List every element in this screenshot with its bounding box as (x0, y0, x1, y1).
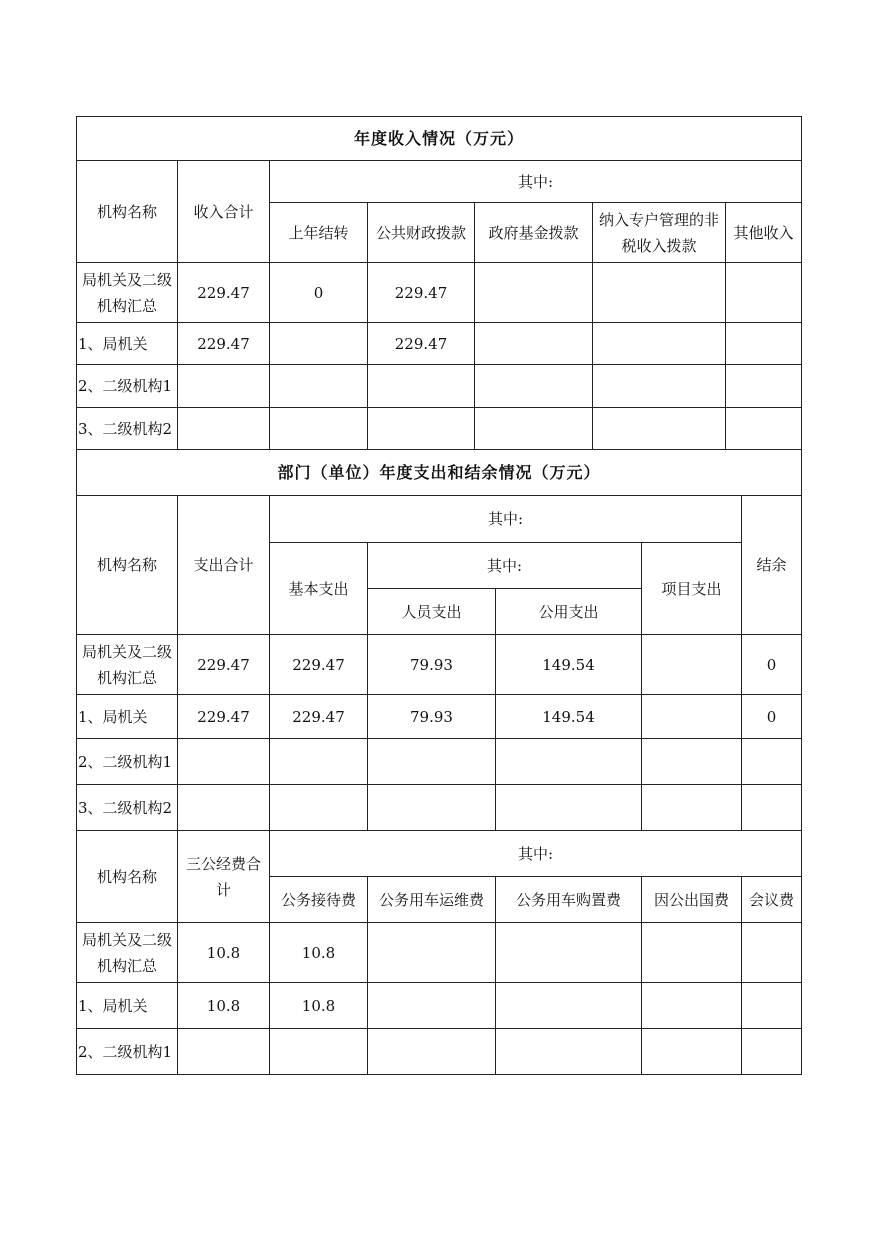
cell-total: 10.8 (178, 983, 270, 1029)
org-name: 1、局机关 (77, 695, 178, 739)
cell-carry (270, 365, 368, 408)
cell-total (178, 739, 270, 785)
cell-personnel (368, 739, 496, 785)
income-group-label: 其中: (270, 161, 802, 203)
expense-col-public-use: 公用支出 (496, 589, 642, 635)
income-col-carry: 上年结转 (270, 203, 368, 263)
expense-col-basic: 基本支出 (270, 543, 368, 635)
cell-public-use (496, 739, 642, 785)
table-row (77, 323, 802, 365)
expense-title: 部门（单位）年度支出和结余情况（万元） (77, 450, 802, 496)
table-row (77, 785, 802, 831)
cell-total (178, 785, 270, 831)
three-public-group-label: 其中: (270, 831, 802, 877)
expense-col-org: 机构名称 (77, 496, 178, 635)
income-title: 年度收入情况（万元） (77, 117, 802, 161)
org-name: 1、局机关 (77, 983, 178, 1029)
table-row (77, 365, 802, 408)
cell-project (642, 635, 742, 695)
cell-public (368, 365, 475, 408)
col-reception: 公务接待费 (270, 877, 368, 923)
cell-public (368, 408, 475, 450)
cell-car-buy (496, 983, 642, 1029)
cell-total (178, 408, 270, 450)
expense-basic-group-label: 其中: (368, 543, 642, 589)
cell-fund (475, 323, 593, 365)
cell-car-ops (368, 923, 496, 983)
table-row (77, 983, 802, 1029)
cell-total (178, 1029, 270, 1075)
cell-nontax (593, 365, 726, 408)
cell-public-use (496, 785, 642, 831)
cell-basic: 229.47 (270, 635, 368, 695)
cell-personnel: 79.93 (368, 695, 496, 739)
cell-total (178, 365, 270, 408)
col-abroad: 因公出国费 (642, 877, 742, 923)
table-row (77, 263, 802, 323)
col-meeting: 会议费 (742, 877, 802, 923)
cell-abroad (642, 923, 742, 983)
cell-other (726, 365, 802, 408)
income-col-nontax: 纳入专户管理的非税收入拨款 (593, 203, 726, 263)
three-public-col-org: 机构名称 (77, 831, 178, 923)
cell-other (726, 263, 802, 323)
expense-table (76, 449, 802, 831)
cell-abroad (642, 983, 742, 1029)
org-name: 3、二级机构2 (77, 408, 178, 450)
cell-total: 229.47 (178, 635, 270, 695)
expense-col-project: 项目支出 (642, 543, 742, 635)
expense-group-label: 其中: (270, 496, 742, 543)
cell-project (642, 695, 742, 739)
cell-meeting (742, 983, 802, 1029)
cell-reception: 10.8 (270, 923, 368, 983)
cell-car-buy (496, 923, 642, 983)
cell-fund (475, 365, 593, 408)
cell-balance (742, 739, 802, 785)
table-row (77, 695, 802, 739)
income-col-other: 其他收入 (726, 203, 802, 263)
cell-carry (270, 323, 368, 365)
cell-other (726, 408, 802, 450)
cell-balance: 0 (742, 635, 802, 695)
cell-personnel (368, 785, 496, 831)
col-car-buy: 公务用车购置费 (496, 877, 642, 923)
cell-project (642, 785, 742, 831)
cell-public: 229.47 (368, 323, 475, 365)
cell-total: 229.47 (178, 263, 270, 323)
income-col-public: 公共财政拨款 (368, 203, 475, 263)
cell-meeting (742, 1029, 802, 1075)
cell-personnel: 79.93 (368, 635, 496, 695)
cell-carry: 0 (270, 263, 368, 323)
cell-carry (270, 408, 368, 450)
cell-abroad (642, 1029, 742, 1075)
cell-car-ops (368, 1029, 496, 1075)
cell-total: 229.47 (178, 323, 270, 365)
income-col-total: 收入合计 (178, 161, 270, 263)
org-name: 局机关及二级机构汇总 (77, 635, 178, 695)
org-name: 2、二级机构1 (77, 365, 178, 408)
org-name: 1、局机关 (77, 323, 178, 365)
cell-basic (270, 785, 368, 831)
cell-car-buy (496, 1029, 642, 1075)
expense-col-personnel: 人员支出 (368, 589, 496, 635)
col-car-ops: 公务用车运维费 (368, 877, 496, 923)
three-public-col-total: 三公经费合计 (178, 831, 270, 923)
cell-basic: 229.47 (270, 695, 368, 739)
cell-meeting (742, 923, 802, 983)
income-col-fund: 政府基金拨款 (475, 203, 593, 263)
cell-balance (742, 785, 802, 831)
cell-project (642, 739, 742, 785)
org-name: 3、二级机构2 (77, 785, 178, 831)
cell-car-ops (368, 983, 496, 1029)
table-row (77, 635, 802, 695)
org-name: 2、二级机构1 (77, 1029, 178, 1075)
three-public-table (76, 830, 802, 1075)
cell-public-use: 149.54 (496, 635, 642, 695)
cell-reception: 10.8 (270, 983, 368, 1029)
cell-fund (475, 263, 593, 323)
cell-fund (475, 408, 593, 450)
table-row (77, 1029, 802, 1075)
income-col-org: 机构名称 (77, 161, 178, 263)
budget-sheet (76, 116, 801, 1075)
cell-total: 10.8 (178, 923, 270, 983)
cell-reception (270, 1029, 368, 1075)
org-name: 局机关及二级机构汇总 (77, 263, 178, 323)
table-row (77, 739, 802, 785)
org-name: 局机关及二级机构汇总 (77, 923, 178, 983)
table-row (77, 408, 802, 450)
cell-public-use: 149.54 (496, 695, 642, 739)
cell-public: 229.47 (368, 263, 475, 323)
table-row (77, 923, 802, 983)
cell-other (726, 323, 802, 365)
expense-col-total: 支出合计 (178, 496, 270, 635)
cell-nontax (593, 323, 726, 365)
cell-balance: 0 (742, 695, 802, 739)
cell-basic (270, 739, 368, 785)
org-name: 2、二级机构1 (77, 739, 178, 785)
cell-nontax (593, 408, 726, 450)
cell-total: 229.47 (178, 695, 270, 739)
income-table (76, 116, 802, 450)
cell-nontax (593, 263, 726, 323)
expense-col-balance: 结余 (742, 496, 802, 635)
